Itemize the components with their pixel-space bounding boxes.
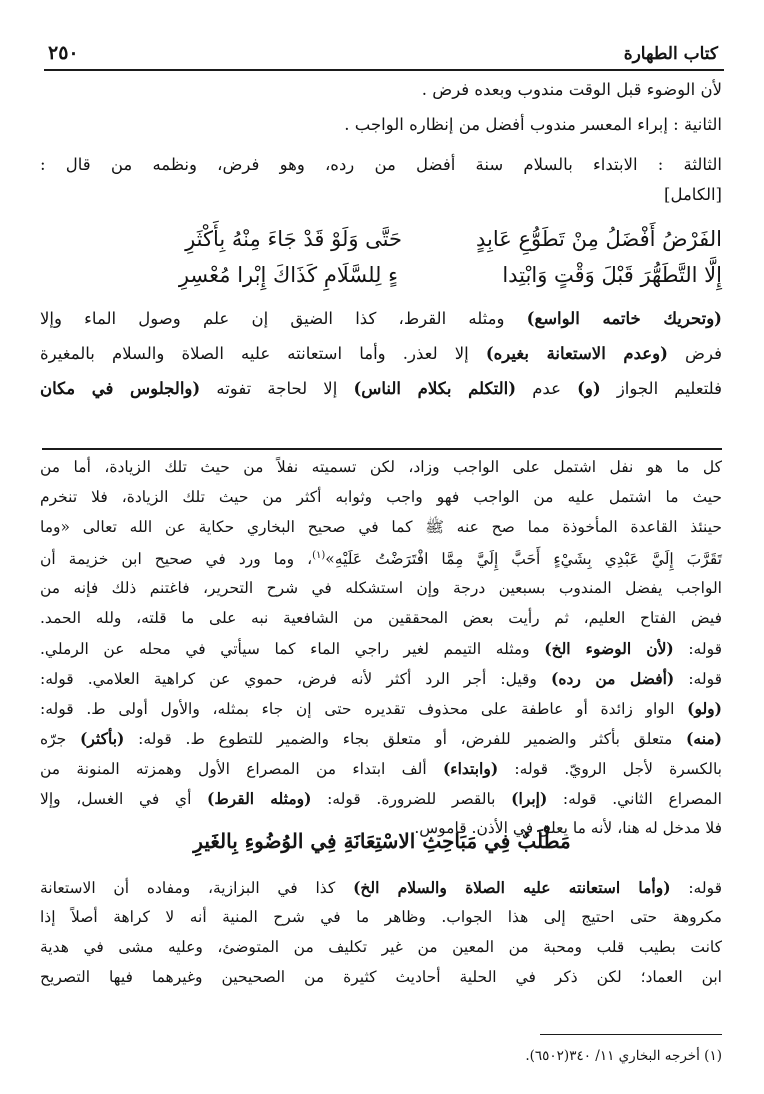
text-run: إلا لحاجة تفوته: [200, 379, 354, 398]
bold-phrase: (وتحريك خاتمه الواسع): [526, 309, 722, 328]
section-heading: مَطْلَبٌ فِي مَبَاحِثِ الاسْتِعَانَةِ فِي الوُضُوءِ بِالغَيرِ: [193, 829, 571, 853]
text-run: كذا في البزازية، ومفاده أن الاستعانة: [40, 879, 354, 897]
text-run: ومثله التيمم لغير راجي الماء كما سيأتي في محله عن الرملي.: [40, 640, 545, 658]
commentary-line-9: [40, 701, 722, 718]
footnote-rule: [540, 1034, 722, 1035]
commentary-line-5: الواجب يفضل المندوب بسبعين درجة وإن استشكله في شرح التحرير، فاغتنم ذلك فإنه من: [40, 579, 722, 597]
bold-phrase: (وعدم الاستعانة بغيره): [485, 344, 668, 363]
text-run: ألف ابتداء من المصراع الأول وهمزته المنونة من: [40, 760, 443, 778]
bold-phrase: (بأكثر): [80, 729, 125, 748]
bold-phrase: (لأن الوضوء الخ): [544, 639, 674, 658]
text-run: ومثله القرط، كذا الضيق إن علم وصول الماء وإلا: [40, 309, 527, 328]
text-run: فلتعليم الجواز: [600, 379, 723, 398]
text-run: قوله:: [673, 640, 722, 658]
section-divider: [42, 448, 722, 450]
bold-phrase: (إبرا): [511, 789, 548, 808]
text-run: عدم: [516, 379, 578, 398]
verse-2-second-hemistich: ءٍ لِلسَّلَامِ كَذَاكَ إِبْرا مُعْسِرِ: [178, 263, 398, 287]
commentary-line-12: [40, 791, 722, 808]
bold-phrase: (أفضل من رده): [551, 669, 675, 688]
commentary-line-15: مكروهة حتى احتيج إلى هذا الجواب. وظاهر ما في شرح المنية أنه لا كراهة أصلاً إذا: [40, 908, 722, 926]
bold-phrase: (وأما استعانته عليه الصلاة والسلام الخ): [353, 878, 671, 897]
text-run: قوله:: [670, 879, 723, 897]
page-number: ٢٥٠: [48, 42, 79, 64]
text-run: بالقصر للضرورة. قوله:: [311, 790, 512, 808]
text-run: الواو زائدة أو عاطفة على محذوف تقديره حتى إن جاء بمثله، والأول أولى ط. قوله:: [40, 700, 688, 718]
verse-1-second-hemistich: حَتَّى وَلَوْ قَدْ جَاءَ مِنْهُ بِأَكْثَرِ: [185, 227, 402, 251]
main-line-3: الثالثة : الابتداء بالسلام سنة أفضل من رده، وهو فرض، ونظمه من قال :: [40, 155, 722, 174]
verse-1-first-hemistich: الفَرْضُ أَفْضَلُ مِنْ تَطَوُّعِ عَابِدٍ: [475, 227, 722, 251]
commentary-line-10: [40, 731, 722, 748]
commentary-line-16: كانت بطيب قلب ومحبة من المعين من غير تكليف من المتوضئ، وعليه مشى في هدية: [40, 938, 722, 956]
bold-phrase: (منه): [686, 729, 723, 748]
main-paragraph-line-3: [40, 381, 722, 398]
text-run: المصراع الثاني. قوله:: [547, 790, 722, 808]
bold-phrase: (و): [577, 379, 601, 398]
hadith-quote: تَقَرَّبَ إِلَيَّ عَبْدِي بِشَيْءٍ أَحَبَّ إِلَيَّ مِمَّا افْتَرَضْتُ عَلَيْهِ»: [325, 550, 722, 569]
text-run: ، وما ورد في صحيح ابن خزيمة أن: [40, 550, 313, 569]
text-run: إلا لعذر. وأما استعانته عليه الصلاة والسلام بالمغيرة: [40, 344, 486, 363]
commentary-line-1: كل ما هو نفل اشتمل على الواجب وزاد، لكن تسميته نفلاً من حيث تلك الزيادة، أما من: [40, 458, 722, 476]
commentary-line-17: ابن العماد؛ لكن ذكر في الحلية أحاديث كثيرة من الصحيحين وغيرهما فيها التصريح: [40, 968, 722, 986]
meter-label: [الكامل]: [664, 185, 722, 204]
verse-2-first-hemistich: إِلَّا التَّطَهُّرَ قَبْلَ وَقْتٍ وَابْتِدا: [502, 263, 722, 287]
commentary-line-4: [40, 551, 722, 568]
commentary-line-11: [40, 761, 722, 778]
bold-phrase: (ولو): [687, 699, 722, 718]
commentary-line-2: حيث ما اشتمل عليه من الواجب فهو واجب وثوابه أكثر من حيث تلك الزيادة، فلا تنخرم: [40, 488, 722, 506]
commentary-line-7: [40, 641, 722, 658]
bold-phrase: (وابتداء): [442, 759, 499, 778]
main-paragraph-line-2: [40, 346, 722, 363]
text-run: متعلق بأكثر والضمير للفرض، أو متعلق بجاء والضمير للتطوع ط. قوله:: [124, 730, 687, 748]
footnote: (١) أخرجه البخاري ١١/ ٣٤٠(٦٥٠٢).: [525, 1048, 722, 1064]
text-run: بالكسرة لأجل الرويّ. قوله:: [498, 760, 722, 778]
text-run: أي في الغسل، وإلا: [40, 790, 208, 808]
footnote-ref[interactable]: (١): [312, 550, 326, 561]
commentary-line-14: [40, 880, 722, 897]
main-line-2: الثانية : إبراء المعسر مندوب أفضل من إنظاره الواجب .: [344, 115, 722, 134]
commentary-line-8: [40, 671, 722, 688]
text-run: وقيل: أجر الرد أكثر لأنه فرض، حموي عن كراهية العلامي. قوله:: [40, 670, 551, 688]
text-run: قوله:: [674, 670, 722, 688]
commentary-line-13: فلا مدخل له هنا، لأنه ما يعلق في الأذن. قاموس.: [414, 819, 722, 837]
commentary-line-3: حينئذ القاعدة المأخوذة مما صح عنه ﷺ كما في صحيح البخاري حكاية عن الله تعالى «وما: [40, 518, 722, 536]
main-paragraph-line-1: [40, 311, 722, 328]
commentary-line-6: فيض الفتاح العليم، ثم رأيت بعض المحققين من الشافعية نبه على ما قلته، ولله الحمد.: [40, 609, 722, 627]
bold-phrase: (ومثله القرط): [207, 789, 312, 808]
book-title: كتاب الطهارة: [623, 44, 718, 64]
main-line-1: لأن الوضوء قبل الوقت مندوب وبعده فرض .: [421, 80, 722, 99]
text-run: جرّه: [40, 730, 81, 748]
bold-phrase: (التكلم بكلام الناس): [353, 379, 517, 398]
text-run: فرض: [667, 344, 722, 363]
header-rule: [44, 69, 724, 71]
bold-phrase: (والجلوس في مكان: [40, 379, 201, 398]
